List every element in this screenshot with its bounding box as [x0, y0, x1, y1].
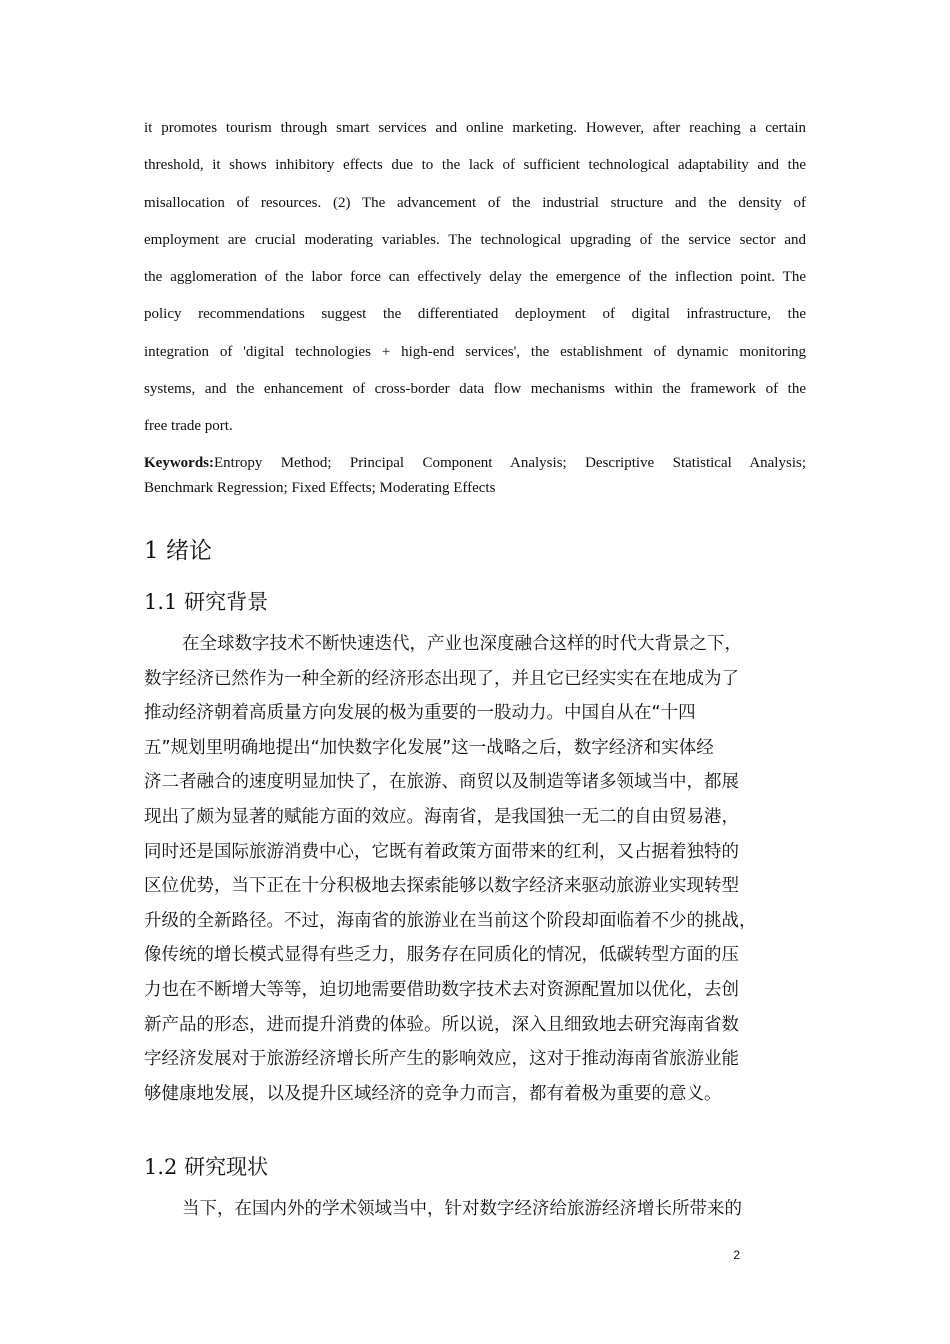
- paragraph-line: 济二者融合的速度明显加快了，在旅游、商贸以及制造等诸多领域当中，都展: [144, 772, 739, 793]
- keywords-block: [144, 451, 806, 501]
- paragraph-line: 当下，在国内外的学术领域当中，针对数字经济给旅游经济增长所带来的: [182, 1199, 742, 1219]
- paragraph-line: 同时还是国际旅游消费中心，它既有着政策方面带来的红利，又占据着独特的: [144, 841, 739, 862]
- abstract-line: employment are crucial moderating variables. The technological upgrading of the service sector and: [144, 231, 806, 248]
- paragraph-line: 推动经济朝着高质量方向发展的极为重要的一股动力。中国自从在“十四: [144, 703, 696, 724]
- paragraph-line: 数字经济已然作为一种全新的经济形态出现了，并且它已经实实在在地成为了: [144, 668, 739, 689]
- section-heading: 1 绪论: [144, 538, 212, 564]
- keywords-label: Keywords:: [144, 455, 214, 471]
- page-number: 2: [733, 1248, 740, 1262]
- abstract-line: misallocation of resources. (2) The advancement of the industrial structure and the density of: [144, 194, 806, 211]
- paragraph-line: 够健康地发展，以及提升区域经济的竞争力而言，都有着极为重要的意义。: [144, 1083, 722, 1104]
- status-paragraph: [144, 1192, 742, 1227]
- paragraph-line: 区位优势，当下正在十分积极地去探索能够以数字经济来驱动旅游业实现转型: [144, 876, 739, 897]
- keywords-text: Entropy Method; Principal Component Analysis; Descriptive Statistical Analysis;: [214, 455, 806, 471]
- paragraph-line: 字经济发展对于旅游经济增长所产生的影响效应，这对于推动海南省旅游业能: [144, 1049, 739, 1070]
- abstract-line: it promotes tourism through smart services and online marketing. However, after reaching a certain: [144, 120, 806, 136]
- paragraph-line: 升级的全新路径。不过，海南省的旅游业在当前这个阶段却面临着不少的挑战，: [144, 910, 757, 931]
- keywords-line: Benchmark Regression; Fixed Effects; Moderating Effects: [144, 480, 496, 496]
- abstract-line: policy recommendations suggest the differentiated deployment of digital infrastructure, the: [144, 306, 806, 323]
- paragraph-line: 现出了颇为显著的赋能方面的效应。海南省，是我国独一无二的自由贸易港，: [144, 806, 739, 827]
- keywords-line: [144, 451, 806, 476]
- abstract-english-paragraph: [144, 110, 806, 446]
- abstract-line: integration of 'digital technologies + high-end services', the establishment of dynamic monitoring: [144, 343, 806, 360]
- abstract-line: threshold, it shows inhibitory effects due to the lack of sufficient technological adaptability and the: [144, 157, 806, 174]
- paragraph-line: 像传统的增长模式显得有些乏力，服务存在同质化的情况，低碳转型方面的压: [144, 945, 739, 966]
- paragraph-line: 力也在不断增大等等，迫切地需要借助数字技术去对资源配置加以优化，去创: [144, 979, 739, 1000]
- paragraph-line: 五”规划里明确地提出“加快数字化发展”这一战略之后，数字经济和实体经: [144, 737, 714, 758]
- abstract-line: systems, and the enhancement of cross-border data flow mechanisms within the framework of the: [144, 381, 806, 398]
- abstract-line: the agglomeration of the labor force can effectively delay the emergence of the inflection point. The: [144, 269, 806, 286]
- abstract-line: free trade port.: [144, 418, 233, 435]
- background-paragraph: [144, 627, 757, 1111]
- paragraph-line: 新产品的形态，进而提升消费的体验。所以说，深入且细致地去研究海南省数: [144, 1014, 739, 1035]
- subsection-heading: 1.1 研究背景: [144, 590, 269, 614]
- paragraph-line: 在全球数字技术不断快速迭代，产业也深度融合这样的时代大背景之下，: [182, 634, 742, 654]
- subsection-heading: 1.2 研究现状: [144, 1155, 269, 1179]
